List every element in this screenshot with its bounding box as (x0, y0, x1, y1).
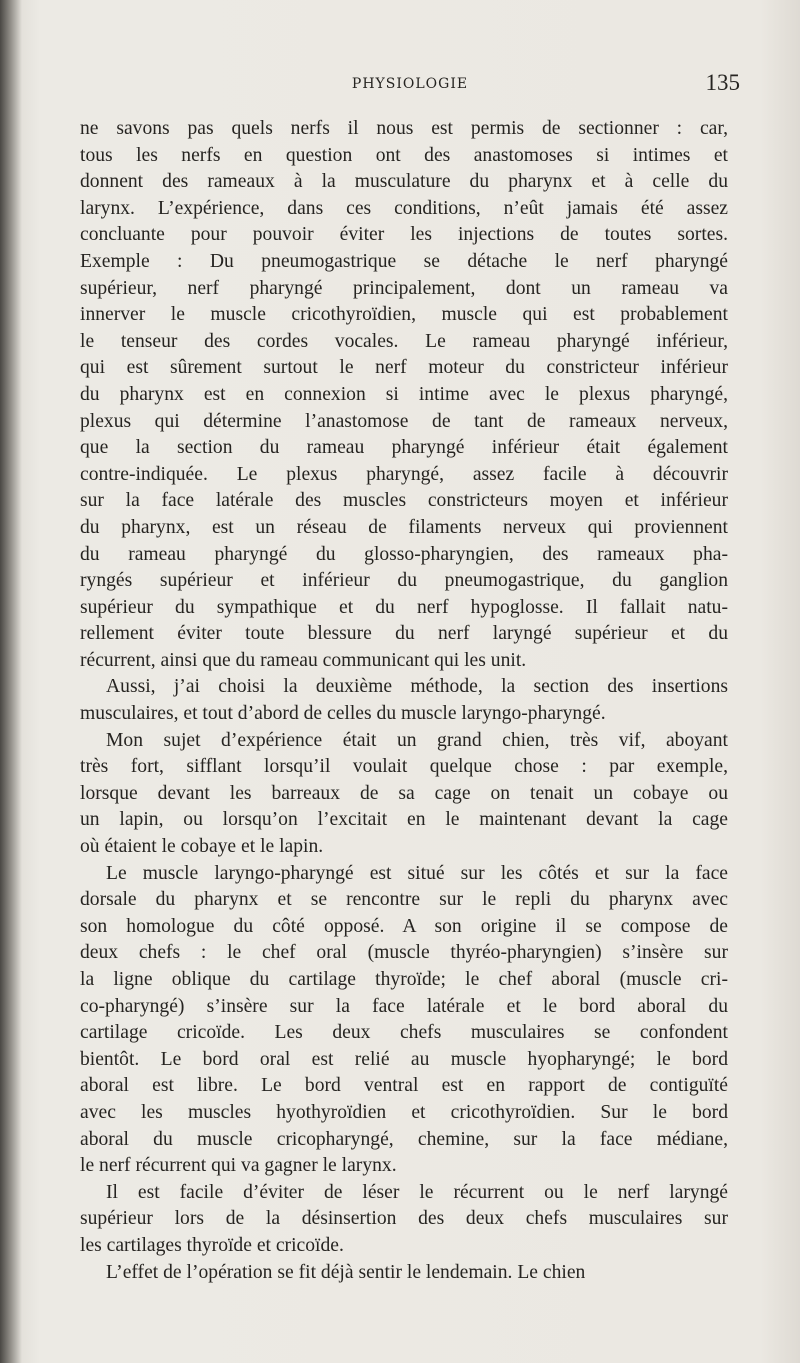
text-line: co-pharyngé) s’insère sur la face latérale et le bord aboral du (80, 995, 728, 1017)
text-line: très fort, sifflant lorsqu’il voulait quelque chose : par exemple, (80, 756, 728, 778)
text-line: les cartilages thyroïde et cricoïde. (80, 1234, 344, 1256)
text-line: où étaient le cobaye et le lapin. (80, 836, 324, 858)
running-title: PHYSIOLOGIE (351, 76, 469, 92)
text-line: concluante pour pouvoir éviter les injections de toutes sortes. (80, 224, 728, 246)
text-line: du pharynx est en connexion si intime avec le plexus pharyngé, (80, 383, 728, 405)
text-line: contre-indiquée. Le plexus pharyngé, assez facile à découvrir (80, 463, 728, 485)
text-line: qui est sûrement surtout le nerf moteur du constricteur inférieur (80, 357, 728, 379)
text-line: supérieur, nerf pharyngé principalement, dont un rameau va (80, 277, 728, 299)
text-line: Exemple : Du pneumogastrique se détache le nerf pharyngé (80, 250, 728, 272)
text-line: du pharynx, est un réseau de filaments nerveux qui proviennent (80, 516, 728, 538)
text-line: innerver le muscle cricothyroïdien, muscle qui est probablement (80, 304, 728, 326)
text-line: deux chefs : le chef oral (muscle thyréo-pharyngien) s’insère sur (80, 942, 728, 964)
text-line: donnent des rameaux à la musculature du pharynx et à celle du (80, 171, 728, 193)
text-line: lorsque devant les barreaux de sa cage on tenait un cobaye ou (80, 782, 728, 804)
text-line: le nerf récurrent qui va gagner le larynx. (80, 1155, 397, 1177)
text-line: la ligne oblique du cartilage thyroïde; le chef aboral (muscle cri- (80, 969, 728, 990)
text-line: dorsale du pharynx et se rencontre sur le repli du pharynx avec (80, 889, 728, 911)
text-line: son homologue du côté opposé. A son origine il se compose de (80, 915, 728, 937)
text-line: avec les muscles hyothyroïdien et cricothyroïdien. Sur le bord (80, 1101, 728, 1123)
text-line: ne savons pas quels nerfs il nous est permis de sectionner : car, (80, 118, 728, 139)
text-line: le tenseur des cordes vocales. Le rameau pharyngé inférieur, (80, 330, 728, 352)
text-line: que la section du rameau pharyngé inférieur était également (80, 437, 728, 459)
text-line: récurrent, ainsi que du rameau communicant qui les unit. (80, 649, 527, 671)
text-line: cartilage cricoïde. Les deux chefs musculaires se confondent (80, 1022, 728, 1044)
text-line: tous les nerfs en question ont des anastomoses si intimes et (80, 144, 728, 166)
text-line: rellement éviter toute blessure du nerf laryngé supérieur et du (80, 623, 728, 645)
text-line: Aussi, j’ai choisi la deuxième méthode, la section des insertions (106, 676, 728, 698)
running-header (80, 70, 740, 102)
text-line: larynx. L’expérience, dans ces conditions, n’eût jamais été assez (80, 197, 728, 219)
text-line: musculaires, et tout d’abord de celles du muscle laryngo-pharyngé. (80, 703, 606, 725)
page-number: 135 (705, 70, 740, 95)
text-line: sur la face latérale des muscles constricteurs moyen et inférieur (80, 490, 728, 512)
text-line: Il est facile d’éviter de léser le récurrent ou le nerf laryngé (106, 1181, 728, 1203)
text-line: plexus qui détermine l’anastomose de tant de rameaux nerveux, (80, 410, 728, 432)
text-line: supérieur lors de la désinsertion des deux chefs musculaires sur (80, 1208, 728, 1230)
text-line: aboral du muscle cricopharyngé, chemine, sur la face médiane, (80, 1128, 728, 1150)
binding-shadow (0, 0, 22, 1363)
text-line: L’effet de l’opération se fit déjà sentir le lendemain. Le chien (106, 1261, 586, 1283)
text-line: aboral est libre. Le bord ventral est en rapport de contiguïté (80, 1075, 728, 1097)
text-line: Mon sujet d’expérience était un grand chien, très vif, aboyant (106, 729, 728, 751)
text-line: du rameau pharyngé du glosso-pharyngien, des rameaux pha- (80, 543, 728, 565)
text-line: supérieur du sympathique et du nerf hypoglosse. Il fallait natu- (80, 596, 728, 618)
text-line: bientôt. Le bord oral est relié au muscle hyopharyngé; le bord (80, 1048, 728, 1070)
text-line: un lapin, ou lorsqu’on l’excitait en le maintenant devant la cage (80, 809, 728, 831)
body-text (80, 116, 728, 1286)
text-line: ryngés supérieur et inférieur du pneumogastrique, du ganglion (80, 570, 728, 592)
text-line: Le muscle laryngo-pharyngé est situé sur les côtés et sur la face (106, 862, 728, 884)
